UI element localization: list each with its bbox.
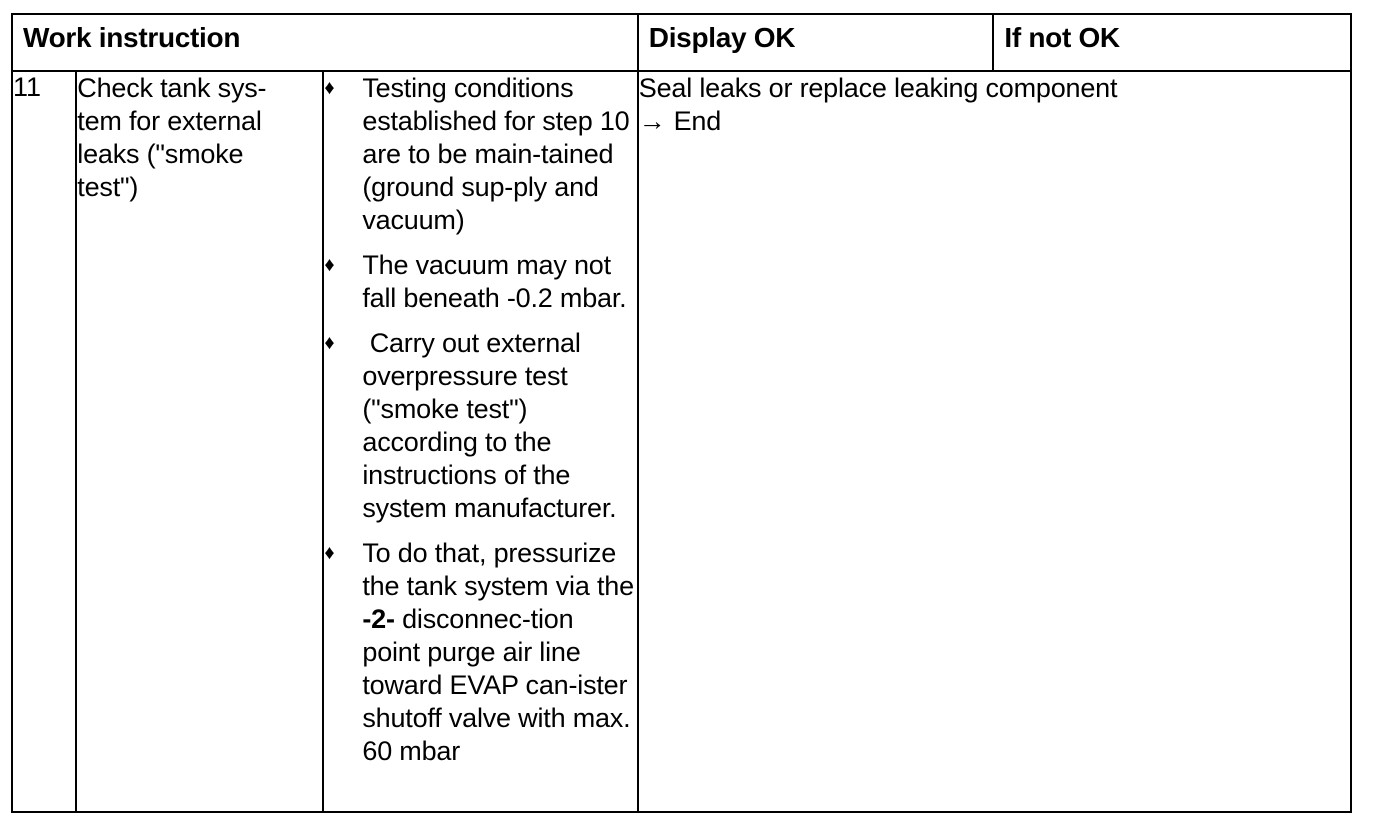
header-row — [12, 14, 1351, 71]
result-end-text: End — [673, 106, 722, 136]
result-line-1: Seal leaks or replace leaking component — [638, 73, 1118, 103]
note-text: Testing conditions established for step 10 are to be main-tained (ground sup-ply and vacuum) — [362, 73, 630, 235]
table-row — [12, 71, 1351, 812]
list-item — [324, 72, 636, 237]
list-item — [324, 327, 636, 525]
note-text: Carry out external overpressure test ("smoke test") according to the instructions of the system manufacturer. — [362, 328, 617, 523]
note-text-after: disconnec-tion point purge air line toward EVAP can-ister shutoff valve with max. 60 mbar — [362, 604, 631, 766]
list-item — [324, 249, 636, 315]
diamond-bullet-icon: ♦ — [324, 542, 335, 564]
step-notes — [323, 71, 637, 812]
step-description — [76, 71, 323, 812]
header-if-not-ok: If not OK — [993, 14, 1351, 71]
result-cell — [638, 71, 1351, 812]
list-item — [324, 537, 636, 768]
note-text-before: To do that, pressurize the tank system via the — [362, 538, 634, 601]
diamond-bullet-icon: ♦ — [324, 254, 335, 276]
diamond-bullet-icon: ♦ — [324, 332, 335, 354]
right-arrow-icon: → — [638, 106, 666, 136]
step-description-text: Check tank sys- tem for external leaks ("smoke test") — [77, 73, 267, 202]
header-display-ok: Display OK — [638, 14, 994, 71]
notes-list — [324, 72, 636, 768]
diamond-bullet-icon: ♦ — [324, 77, 335, 99]
note-text: The vacuum may not fall beneath -0.2 mbar. — [362, 250, 627, 313]
header-work-instruction: Work instruction — [12, 14, 638, 71]
connection-point-label: -2- — [362, 604, 395, 634]
result-line-2 — [639, 105, 1350, 138]
step-number: 11 — [12, 71, 76, 812]
work-instruction-table — [11, 13, 1352, 813]
